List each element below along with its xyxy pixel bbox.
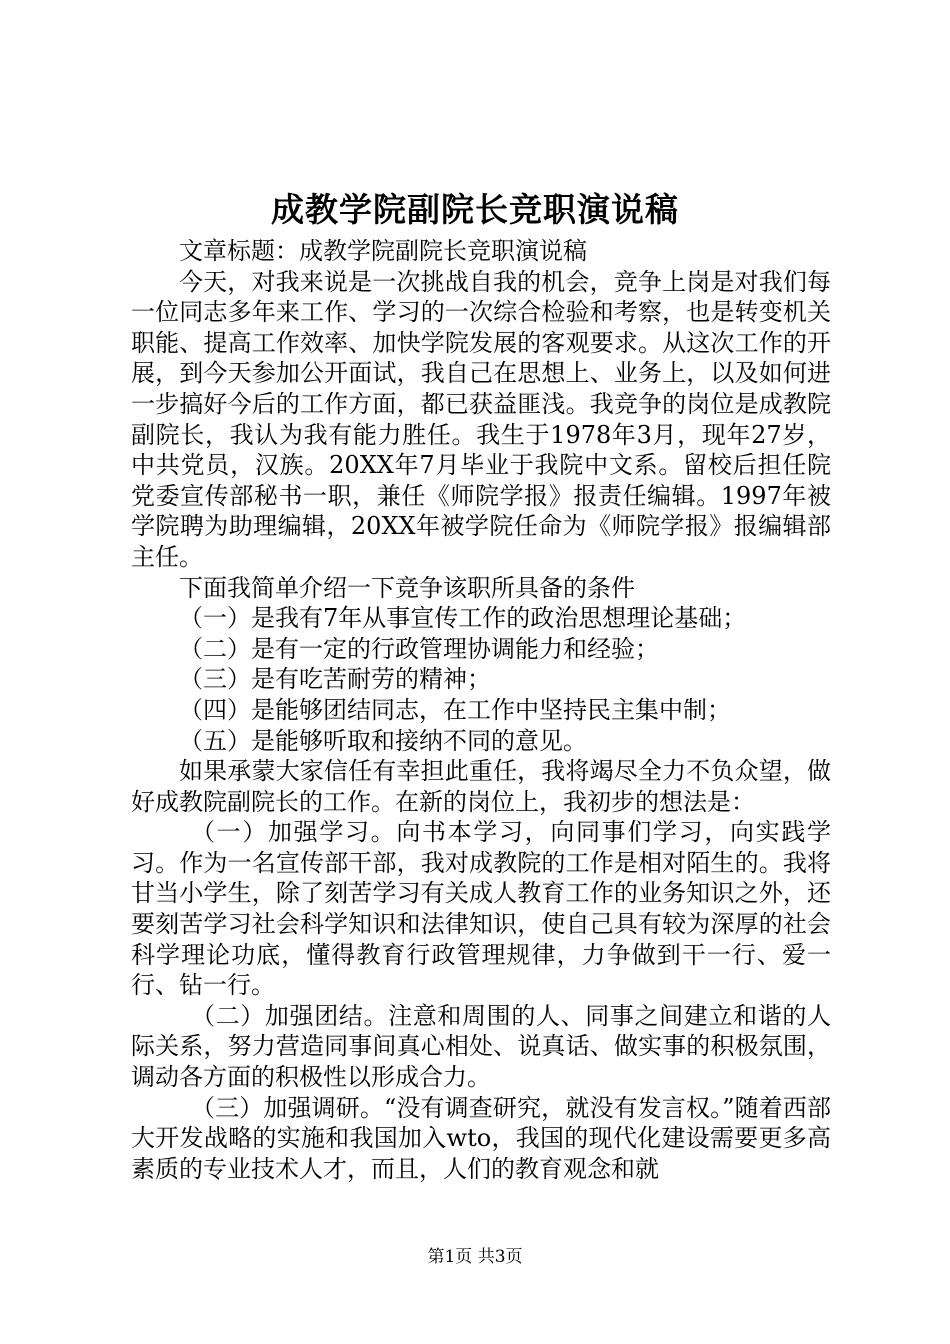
document-body — [131, 236, 831, 1184]
plans-intro-paragraph: 如果承蒙大家信任有幸担此重任，我将竭尽全力不负众望，做好成教院副院长的工作。在新的岗位上，我初步的想法是： — [131, 757, 831, 816]
page-number-footer: 第1页 共3页 — [427, 1247, 523, 1267]
plan-item-2: （二）加强团结。注意和周围的人、同事之间建立和谐的人际关系，努力营造同事间真心相处、说真话、做实事的积极氛围，调动各方面的积极性以形成合力。 — [131, 1001, 831, 1092]
condition-item-3: （三）是有吃苦耐劳的精神； — [179, 665, 491, 694]
condition-item-5: （五）是能够听取和接纳不同的意见。 — [179, 726, 587, 755]
conditions-heading: 下面我简单介绍一下竞争该职所具备的条件 — [179, 573, 635, 602]
plan-item-1: （一）加强学习。向书本学习，向同事们学习，向实践学习。作为一名宣传部干部，我对成教院的工作是相对陌生的。我将甘当小学生，除了刻苦学习有关成人教育工作的业务知识之外，还要刻苦学习社会科学知识和法律知识，使自己具有较为深厚的社会科学理论功底，懂得教育行政管理规律，力争做到干一行、爱一行、钻一行。 — [131, 818, 831, 1000]
plan-item-3: （三）加强调研。“没有调查研究，就没有发言权。”随着西部大开发战略的实施和我国加入wto，我国的现代化建设需要更多高素质的专业技术人才，而且，人们的教育观念和就 — [131, 1093, 831, 1183]
document-title: 成教学院副院长竞职演说稿 — [271, 190, 679, 229]
condition-item-1: （一）是我有7年从事宣传工作的政治思想理论基础； — [179, 604, 747, 633]
article-title-line: 文章标题：成教学院副院长竞职演说稿 — [179, 237, 587, 265]
condition-item-4: （四）是能够团结同志，在工作中坚持民主集中制； — [179, 695, 731, 724]
condition-item-2: （二）是有一定的行政管理协调能力和经验； — [179, 634, 659, 663]
intro-paragraph: 今天，对我来说是一次挑战自我的机会，竞争上岗是对我们每一位同志多年来工作、学习的一次综合检验和考察，也是转变机关职能、提高工作效率、加快学院发展的客观要求。从这次工作的开展，到今天参加公开面试，我自己在思想上、业务上，以及如何进一步搞好今后的工作方面，都已获益匪浅。我竞争的岗位是成教院副院长，我认为我有能力胜任。我生于1978年3月，现年27岁，中共党员，汉族。20XX年7月毕业于我院中文系。留校后担任院党委宣传部秘书一职，兼任《师院学报》报责任编辑。1997年被学院聘为助理编辑，20XX年被学院任命为《师院学报》报编辑部主任。 — [131, 267, 831, 571]
